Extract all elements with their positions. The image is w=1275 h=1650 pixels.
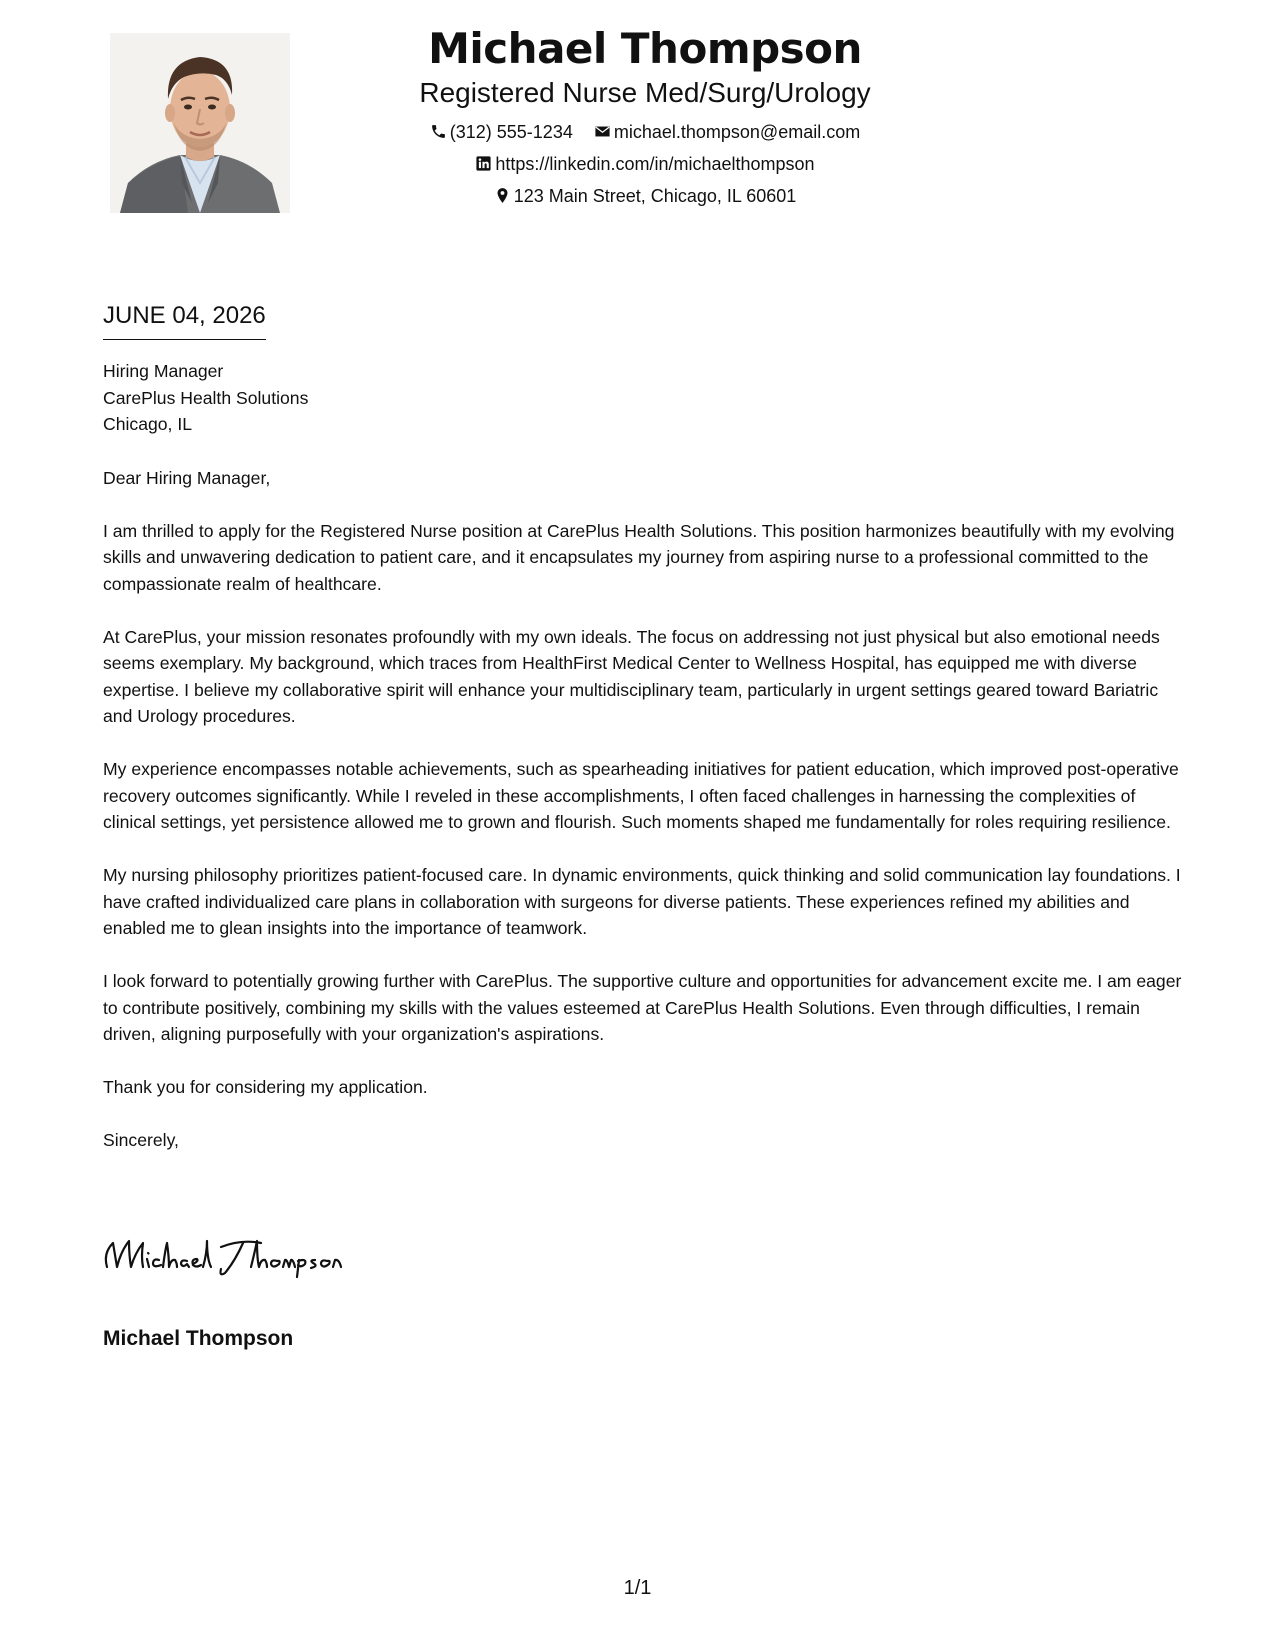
salutation: Dear Hiring Manager, (103, 467, 271, 488)
contact-line-3 (345, 180, 945, 212)
thanks-line: Thank you for considering my application. (103, 1077, 428, 1097)
recipient-address (103, 358, 1183, 438)
address-contact (494, 180, 797, 212)
street-address: 123 Main Street, Chicago, IL 60601 (513, 186, 797, 206)
handwritten-signature (101, 1233, 371, 1281)
email-contact[interactable] (594, 116, 860, 148)
envelope-icon (594, 123, 611, 140)
phone-number: (312) 555-1234 (449, 122, 573, 142)
profile-photo (110, 33, 290, 213)
profile-photo-illustration (110, 33, 290, 213)
recipient-line: Hiring Manager (103, 361, 224, 381)
body-paragraph: I am thrilled to apply for the Registered Nurse position at CarePlus Health Solutions. This position harmonizes beautifully with my evolving skills and unwavering dedication to patient care, and it encapsulates my journey from aspiring nurse to a professional committed to the compassionate realm of healthcare. (103, 520, 1175, 594)
header (345, 22, 945, 212)
closing: Sincerely, (103, 1130, 179, 1150)
email-address: michael.thompson@email.com (613, 122, 861, 142)
body-paragraph: My experience encompasses notable achievements, such as spearheading initiatives for patient education, which improved post-operative recovery outcomes significantly. While I reveled in these accomplishments, I often faced challenges in harnessing the complexities of clinical settings, yet persistence allowed me to grown and flourish. Such moments shaped me fundamentally for roles requiring resilience. (103, 759, 1179, 832)
letter-date: JUNE 04, 2026 (103, 299, 266, 340)
map-pin-icon (494, 187, 511, 204)
phone-icon (430, 123, 447, 140)
contact-line-1 (345, 116, 945, 148)
contact-line-2 (345, 148, 945, 180)
recipient-line: CarePlus Health Solutions (103, 387, 309, 408)
job-title: Registered Nurse Med/Surg/Urology (419, 77, 871, 108)
signature-illustration (101, 1233, 371, 1281)
letter-body (103, 358, 1183, 1180)
body-paragraph: At CarePlus, your mission resonates profoundly with my own ideals. The focus on addressing not just physical but also emotional needs seems exemplary. My background, which traces from HealthFirst Medical Center to Wellness Hospital, has equipped me with diverse expertise. I believe my collaborative spirit will enhance your multidisciplinary team, particularly in urgent settings geared toward Bariatric and Urology procedures. (103, 626, 1160, 726)
signer-name: Michael Thompson (103, 1327, 294, 1350)
applicant-name: Michael Thompson (428, 24, 862, 73)
recipient-line: Chicago, IL (103, 414, 192, 434)
page-number: 1/1 (623, 1577, 652, 1599)
linkedin-url: https://linkedin.com/in/michaelthompson (495, 154, 815, 174)
linkedin-icon (475, 155, 492, 172)
body-paragraph: I look forward to potentially growing further with CarePlus. The supportive culture and opportunities for advancement excite me. I am eager to contribute positively, combining my skills with the values esteemed at CarePlus Health Solutions. Even through difficulties, I remain driven, aligning purposefully with your organization's aspirations. (103, 971, 1182, 1044)
phone-contact[interactable] (430, 116, 573, 148)
linkedin-contact[interactable] (475, 148, 814, 180)
body-paragraph: My nursing philosophy prioritizes patient-focused care. In dynamic environments, quick thinking and solid communication lay foundations. I have crafted individualized care plans in collaboration with surgeons for diverse patients. These experiences refined my abilities and enabled me to glean insights into the importance of teamwork. (103, 865, 1181, 938)
